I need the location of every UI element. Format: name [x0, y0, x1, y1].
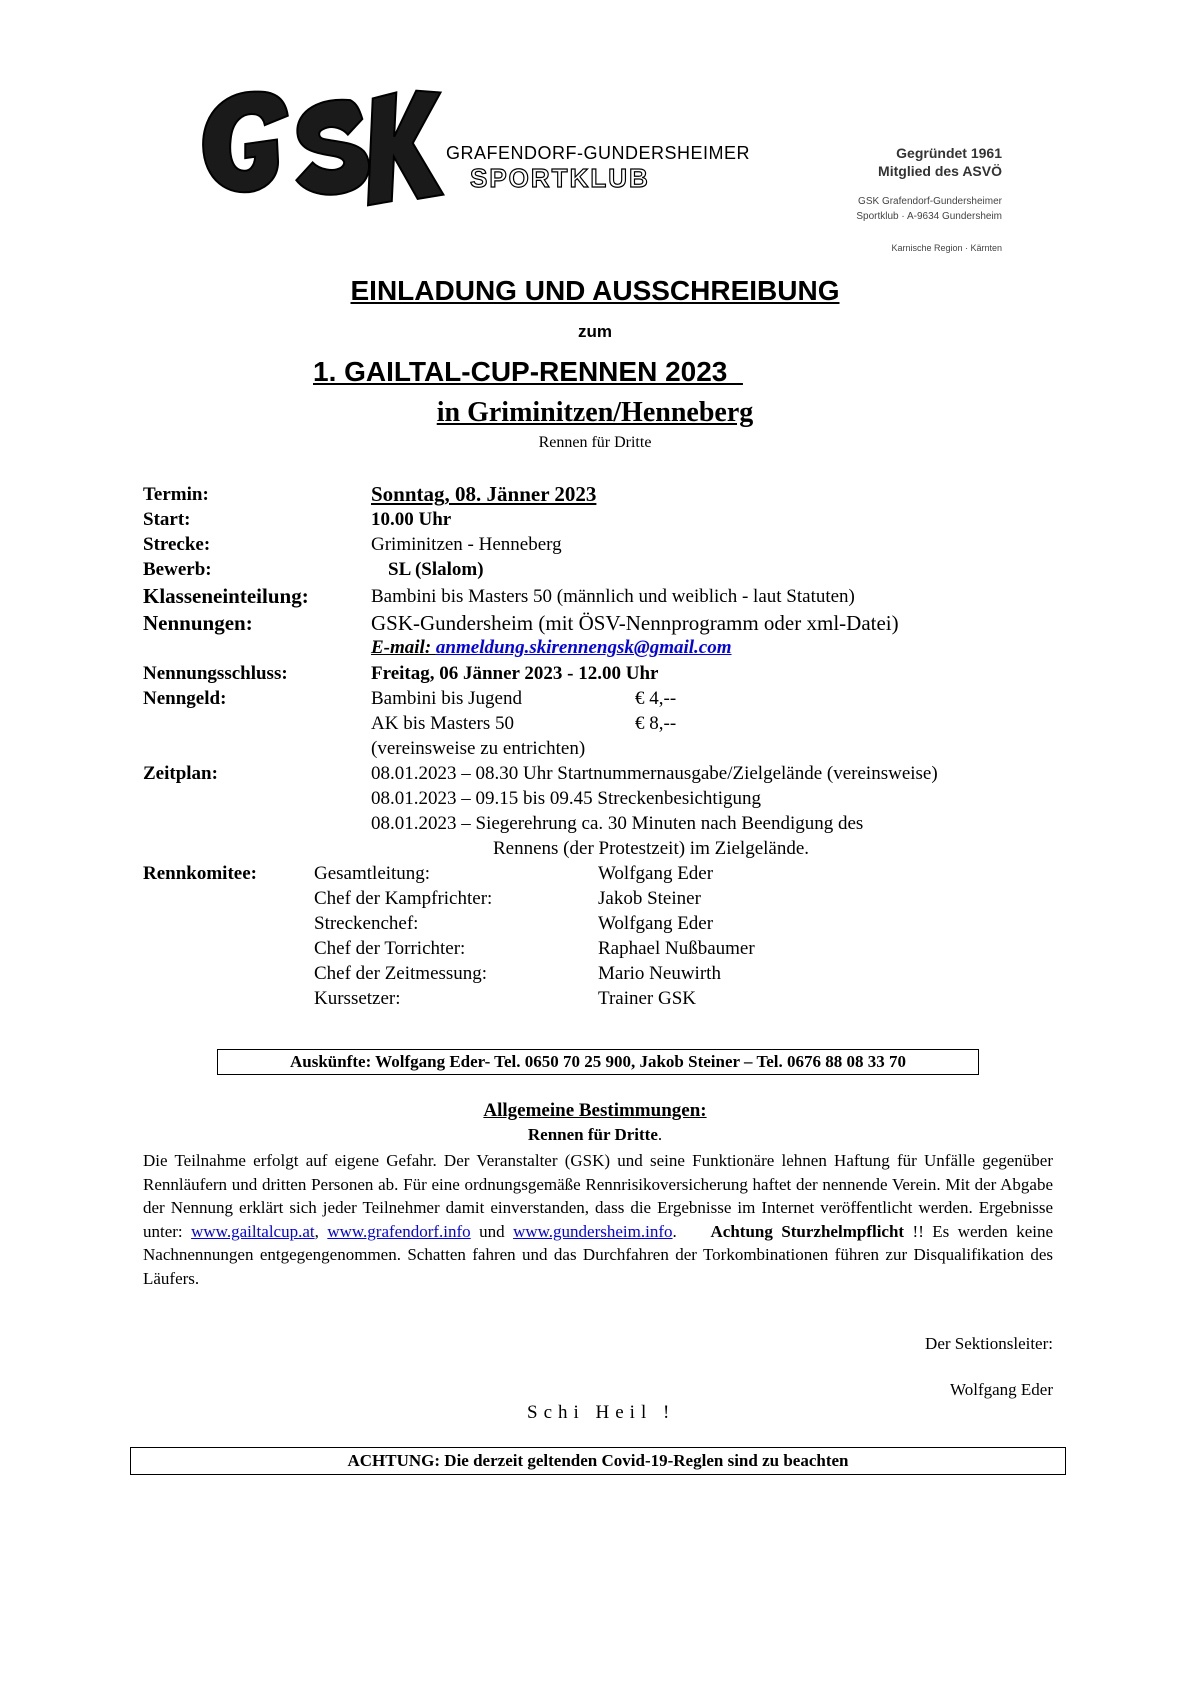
nennungen-label: Nennungen: [143, 611, 253, 635]
signature-name: Wolfgang Eder [950, 1380, 1053, 1399]
geld-row2-price: € 8,-- [635, 713, 677, 734]
committee-role: Streckenchef: [314, 913, 419, 934]
general-sep-1: , [314, 1221, 328, 1241]
email-line [371, 637, 732, 659]
committee-label: Rennkomitee: [143, 863, 257, 884]
address-line1: GSK Grafendorf-Gundersheimer [858, 196, 1002, 207]
general-subheading-end: . [657, 1125, 663, 1144]
email-prefix: E-mail: [371, 637, 436, 658]
klassen-label: Klasseneinteilung: [143, 584, 309, 608]
nennungen-value: GSK-Gundersheim (mit ÖSV-Nennprogramm oder xml-Datei) [371, 611, 899, 635]
page-title: EINLADUNG UND AUSSCHREIBUNG [350, 275, 840, 306]
general-sep-2: und [470, 1221, 514, 1241]
general-subheading [0, 1125, 1190, 1145]
zeitplan-item-2: 08.01.2023 – 09.15 bis 09.45 Streckenbesichtigung [371, 788, 761, 809]
committee-name: Wolfgang Eder [598, 913, 714, 934]
zeitplan-label: Zeitplan: [143, 763, 218, 784]
geld-row2-class: AK bis Masters 50 [371, 713, 515, 734]
email-link[interactable]: anmeldung.skirennengsk@gmail.com [435, 637, 732, 658]
klassen-value: Bambini bis Masters 50 (männlich und weiblich - laut Statuten) [371, 586, 855, 607]
covid-notice-box: ACHTUNG: Die derzeit geltenden Covid-19-Reglen sind zu beachten [130, 1447, 1066, 1475]
general-text-2: !! Es werden keine Nachnennungen entgegengenommen. Schatten fahren und das Durchfahren der Torkombinationen führen zur Disqualifikation des Läufers. [143, 1221, 1054, 1288]
link-grafendorf[interactable]: www.grafendorf.info [327, 1221, 471, 1241]
event-subtitle: Rennen für Dritte [538, 434, 652, 451]
committee-name: Wolfgang Eder [598, 863, 714, 884]
bewerb-value: SL (Slalom) [388, 559, 484, 580]
event-location: in Griminitzen/Henneberg [436, 397, 754, 428]
committee-role: Chef der Kampfrichter: [314, 888, 493, 909]
geld-note: (vereinsweise zu entrichten) [371, 738, 586, 759]
termin-value: Sonntag, 08. Jänner 2023 [371, 482, 597, 506]
general-sep-3: . [672, 1221, 711, 1241]
geld-label: Nenngeld: [143, 688, 227, 709]
committee-role: Gesamtleitung: [314, 863, 431, 884]
termin-label: Termin: [143, 484, 209, 505]
committee-role: Chef der Torrichter: [314, 938, 466, 959]
geld-row1-class: Bambini bis Jugend [371, 688, 522, 709]
club-name-line1: GRAFENDORF-GUNDERSHEIMER [446, 143, 751, 163]
committee-name: Trainer GSK [598, 988, 696, 1009]
member-text: Mitglied des ASVÖ [878, 163, 1002, 179]
contact-info-box: Auskünfte: Wolfgang Eder- Tel. 0650 70 25 900, Jakob Steiner – Tel. 0676 88 08 33 70 [217, 1049, 979, 1075]
link-gundersheim[interactable]: www.gundersheim.info [513, 1221, 673, 1241]
general-text-1: Die Teilnahme erfolgt auf eigene Gefahr. Der Veranstalter (GSK) und seine Funktionäre lehnen Haftung für Unfälle gegenüber Rennläufern und dritten Personen ab. Für eine ordnungsgemäße Rennrisikoversicherung haftet der nennende Verein. Mit der Abgabe der Nennung erklärt sich jeder Teilnehmer damit einverstanden, dass die Ergebnisse im Internet veröffentlicht werden. Ergebnisse unter: [143, 1151, 1053, 1241]
committee-name: Raphael Nußbaumer [598, 938, 755, 959]
geld-row1-price: € 4,-- [635, 688, 677, 709]
strecke-label: Strecke: [143, 534, 211, 555]
address-line2: Sportklub · A-9634 Gundersheim [856, 211, 1002, 222]
committee-role: Kurssetzer: [314, 988, 401, 1009]
committee-role: Chef der Zeitmessung: [314, 963, 488, 984]
helmet-warning: Achtung Sturzhelmpflicht [710, 1221, 905, 1241]
region-text: Karnische Region · Kärnten [891, 243, 1002, 253]
greeting: Schi Heil ! [527, 1402, 676, 1423]
signature-title: Der Sektionsleiter: [925, 1334, 1053, 1353]
zeitplan-item-3b: Rennens (der Protestzeit) im Zielgelände. [493, 838, 810, 859]
general-text [143, 1149, 1053, 1290]
strecke-value: Griminitzen - Henneberg [371, 534, 562, 555]
zeitplan-item-1: 08.01.2023 – 08.30 Uhr Startnummernausgabe/Zielgelände (vereinsweise) [371, 763, 938, 784]
schluss-label: Nennungsschluss: [143, 663, 288, 684]
event-title: 1. GAILTAL-CUP-RENNEN 2023 [313, 356, 743, 387]
general-subheading-bold: Rennen für Dritte [527, 1125, 658, 1144]
bewerb-label: Bewerb: [143, 559, 212, 580]
club-name-line2: SPORTKLUB [470, 163, 650, 193]
committee-name: Mario Neuwirth [598, 963, 721, 984]
link-gailtalcup[interactable]: www.gailtalcup.at [191, 1221, 315, 1241]
gsk-logo [195, 82, 445, 212]
general-heading: Allgemeine Bestimmungen: [483, 1100, 707, 1121]
start-value: 10.00 Uhr [371, 509, 452, 530]
title-zum: zum [578, 322, 612, 341]
committee-name: Jakob Steiner [598, 888, 701, 909]
founded-text: Gegründet 1961 [896, 145, 1002, 161]
zeitplan-item-3: 08.01.2023 – Siegerehrung ca. 30 Minuten nach Beendigung des [371, 813, 864, 834]
schluss-value: Freitag, 06 Jänner 2023 - 12.00 Uhr [371, 663, 659, 684]
start-label: Start: [143, 509, 191, 530]
